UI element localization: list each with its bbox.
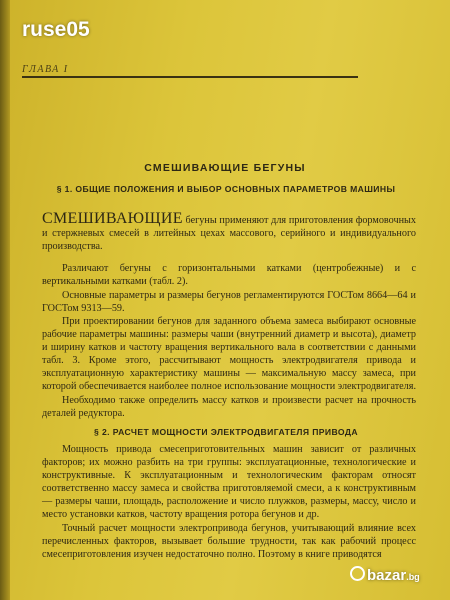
section-2-paragraph-2: Точный расчет мощности электропривода бегунов, учитывающий влияние всех перечисленных факторов, вызывает большие трудности, так как рабочий процесс смесеприготовления изучен недостаточно полно. Поэтому в книге приводятся: [42, 523, 416, 561]
running-head: ГЛАВА I: [22, 64, 69, 75]
section-1-paragraph-4: При проектировании бегунов для заданного объема замеса выбирают основные рабочие параметры машины: размеры чаши (внутренний диаметр и высота), диаметр и ширину катков и частоту вращения вертикального вала в соответствии с данными табл. 3. Кроме этого, рассчитывают мощность электродвигателя привода и эксплуатационную характеристику машины — максимальную массу замеса, при которой обеспечивается наиболее полное использование мощности электродвигателя.: [42, 316, 417, 393]
section-1-paragraph-1: [42, 212, 416, 253]
section-1-paragraph-2: Различают бегуны с горизонтальными катками (центробежные) и с вертикальными катками (табл. 2).: [42, 263, 416, 288]
header-rule: [22, 76, 358, 78]
chapter-title: СМЕШИВАЮЩИЕ БЕГУНЫ: [144, 162, 306, 174]
drop-word: СМЕШИВАЮЩИЕ: [42, 210, 183, 227]
section-1-paragraph-5: Необходимо также определить массу катков и произвести расчет на прочность деталей редуктора.: [42, 395, 416, 420]
section-2-paragraph-1: Мощность привода смесеприготовительных машин зависит от различных факторов; их можно разбить на три группы: эксплуатационные, технологические и конструктивные. К эксплуатационным и технологическим факторам относят соответственно массу замеса и свойства приготовляемой смеси, а к конструктивным — размеры чаши, площадь, расположение и число плужков, размеры, массу, число и место установки катков, частоту вращения ротора бегунов и др.: [42, 444, 416, 521]
section-1-heading: § 1. ОБЩИЕ ПОЛОЖЕНИЯ И ВЫБОР ОСНОВНЫХ ПАРАМЕТРОВ МАШИНЫ: [56, 184, 396, 194]
watermark-site-logo: bazar.bg: [350, 566, 420, 584]
section-1-paragraph-3: Основные параметры и размеры бегунов регламентируются ГОСТом 8664—64 и ГОСТом 9313—59.: [42, 290, 416, 315]
section-2-heading: § 2. РАСЧЕТ МОЩНОСТИ ЭЛЕКТРОДВИГАТЕЛЯ ПРИВОДА: [94, 427, 358, 437]
watermark-username: ruse05: [22, 18, 90, 41]
page-binding-shadow: [0, 0, 10, 600]
paragraph-text: бегуны применяют для приготовления формовочных и стержневых смесей в литейных цехах массового, серийного и индивидуального производства.: [42, 215, 416, 253]
logo-ring-icon: [350, 566, 365, 581]
